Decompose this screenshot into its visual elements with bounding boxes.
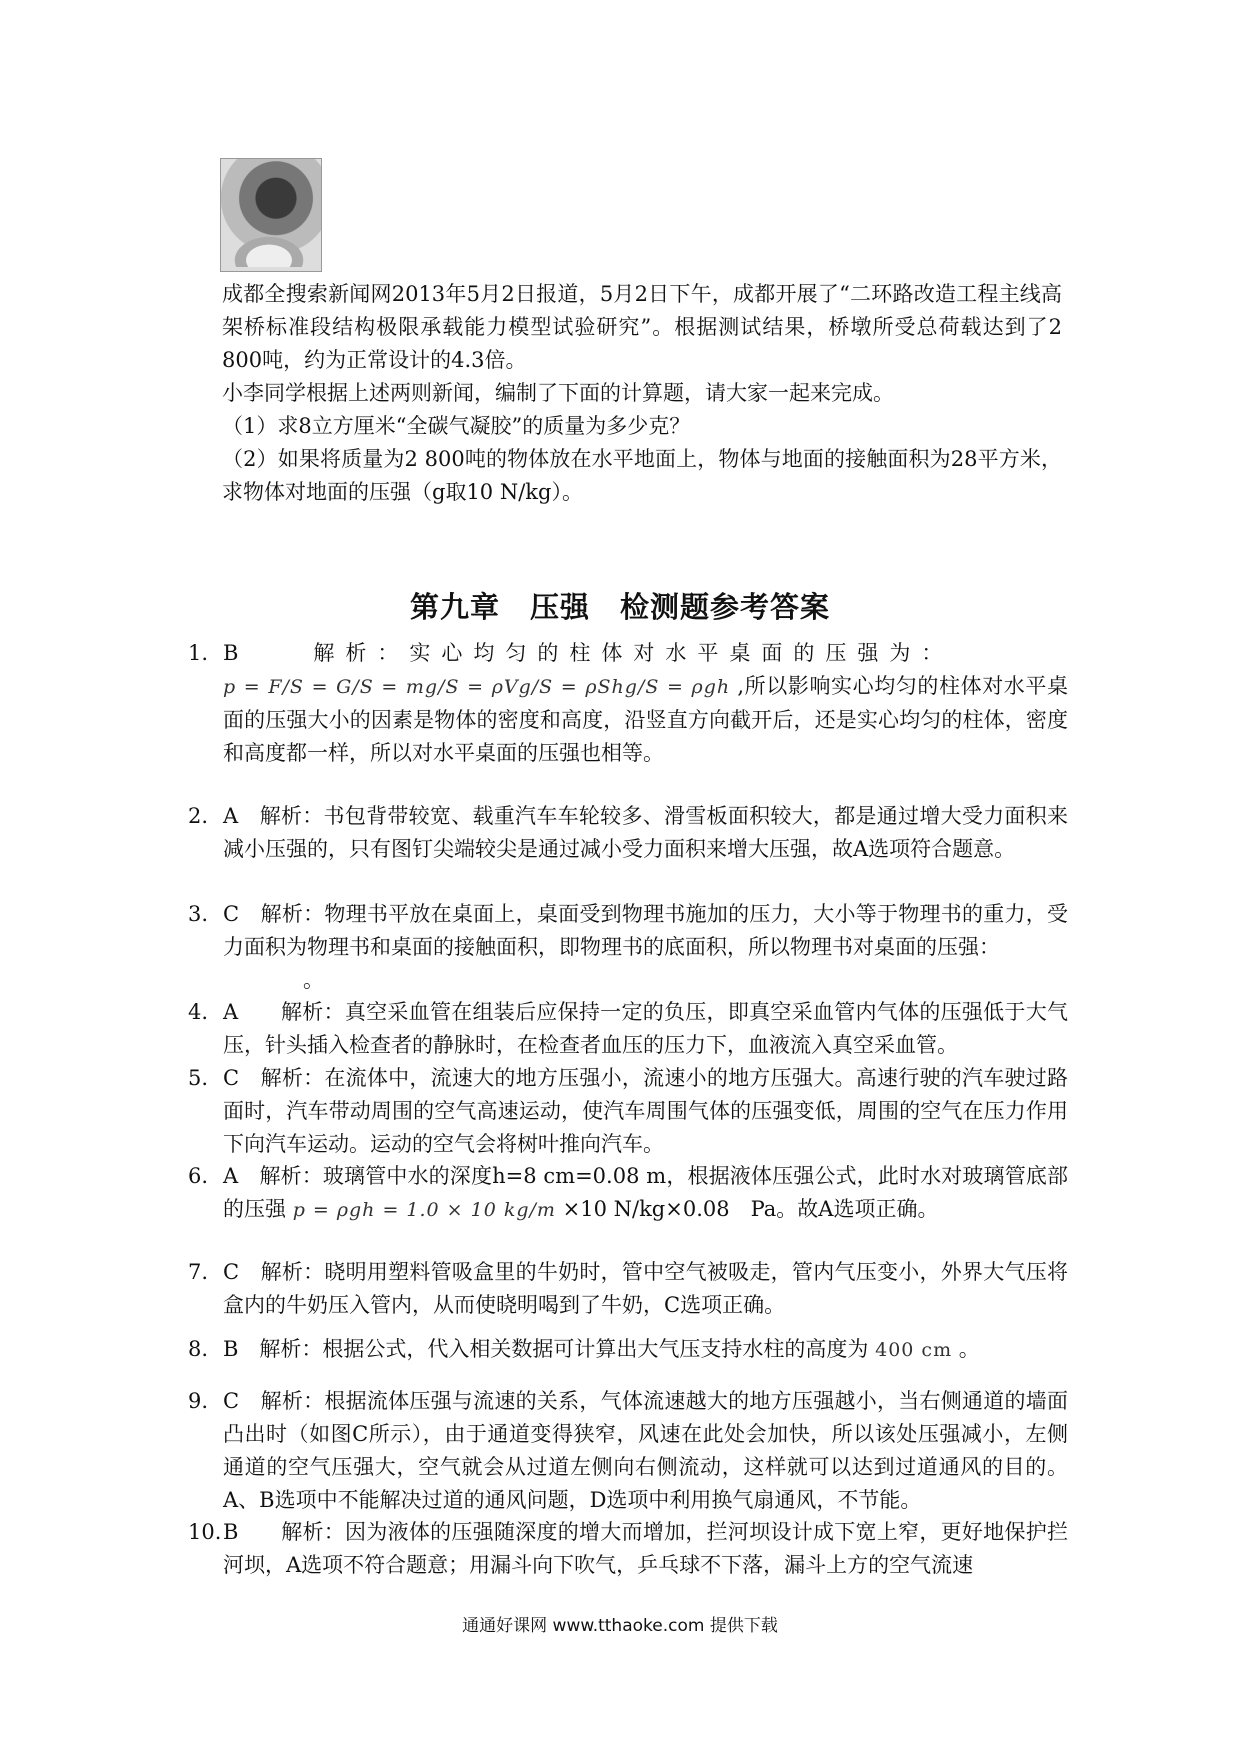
aerogel-photo — [220, 158, 322, 272]
intro-paragraph-2: 小李同学根据上述两则新闻，编制了下面的计算题，请大家一起来完成。 — [222, 381, 894, 405]
answer-text: C 解析：物理书平放在桌面上，桌面受到物理书施加的压力，大小等于物理书的重力，受力面积为物理书和桌面的接触面积，即物理书的底面积，所以物理书对桌面的压强： — [223, 902, 1068, 959]
answer-text-continued: ,所以影响实心均匀的柱体对水平桌面的压强大小的因素是物体的密度和高度，沿竖直方向截开后，还是实心均匀的柱体，密度和高度都一样，所以对水平桌面的压强也相等。 — [223, 674, 1068, 765]
answer-text: C 解析：根据流体压强与流速的关系，气体流速越大的地方压强越小，当右侧通道的墙面凸出时（如图C所示），由于通道变得狭窄，风速在此处会加快，所以该处压强减小，左侧通道的空气压强大，空气就会从过道左侧向右侧流动，这样就可以达到过道通风的目的。A、B选项中不能解决过道的通风问题，D选项中利用换气扇通风，不节能。 — [223, 1389, 1068, 1512]
chapter-title: 第九章 压强 检测题参考答案 — [409, 590, 830, 624]
answer-text: A 解析：玻璃管中水的深度h=8 cm=0.08 m，根据液体压强公式，此时水对玻璃管底部的压强 — [223, 1164, 1068, 1221]
page-footer: 通通好课网 www.tthaoke.com 提供下载 — [462, 1616, 778, 1636]
answer-text: B 解析：根据公式，代入相关数据可计算出大气压支持水柱的高度为 — [223, 1337, 869, 1361]
answer-number: 5. — [188, 1066, 209, 1090]
answer-tail: 。 — [958, 1337, 980, 1361]
answer-number: 6. — [188, 1164, 209, 1188]
answer-text-continued: ×10 N/kg×0.08 Pa。故A选项正确。 — [562, 1197, 939, 1221]
liquid-pressure-formula: p = ρgh = 1.0 × 10 kg/m — [292, 1199, 556, 1221]
pressure-formula: p = F/S = G/S = mg/S = ρVg/S = ρShg/S = ρgh — [223, 676, 731, 698]
answer-number: 8. — [188, 1337, 209, 1361]
question-1: （1）求8立方厘米“全碳气凝胶”的质量为多少克？ — [222, 414, 691, 438]
answer-text: A 解析：书包背带较宽、载重汽车车轮较多、滑雪板面积较大，都是通过增大受力面积来减小压强的，只有图钉尖端较尖是通过减小受力面积来增大压强，故A选项符合题意。 — [223, 804, 1068, 861]
answer-tail: 。 — [303, 968, 324, 992]
question-2: （2）如果将质量为2 800吨的物体放在水平地面上，物体与地面的接触面积为28平方米，求物体对地面的压强（g取10 N/kg）。 — [222, 447, 1062, 504]
intro-paragraph-1: 成都全搜索新闻网2013年5月2日报道，5月2日下午，成都开展了“二环路改造工程主线高架桥标准段结构极限承载能力模型试验研究”。根据测试结果，桥墩所受总荷载达到了2 800吨，约为正常设计的4.3倍。 — [222, 282, 1062, 372]
answer-number: 10. — [188, 1520, 222, 1544]
answer-text: A 解析：真空采血管在组装后应保持一定的负压，即真空采血管内气体的压强低于大气压，针头插入检查者的静脉时，在检查者血压的压力下，血液流入真空采血管。 — [223, 1000, 1068, 1057]
answer-text: B 解析：实心均匀的柱体对水平桌面的压强为： — [223, 641, 954, 665]
answer-text: C 解析：在流体中，流速大的地方压强小，流速小的地方压强大。高速行驶的汽车驶过路面时，汽车带动周围的空气高速运动，使汽车周围气体的压强变低，周围的空气在压力作用下向汽车运动。运动的空气会将树叶推向汽车。 — [223, 1066, 1068, 1156]
answer-number: 9. — [188, 1389, 209, 1413]
answer-text: C 解析：晓明用塑料管吸盒里的牛奶时，管中空气被吸走，管内气压变小，外界大气压将盒内的牛奶压入管内，从而使晓明喝到了牛奶，C选项正确。 — [223, 1260, 1068, 1317]
height-value: 400 cm — [875, 1339, 953, 1361]
answer-number: 1. — [188, 641, 209, 665]
answer-text: B 解析：因为液体的压强随深度的增大而增加，拦河坝设计成下宽上窄，更好地保护拦河坝，A选项不符合题意；用漏斗向下吹气，乒乓球不下落，漏斗上方的空气流速 — [223, 1520, 1068, 1577]
answer-number: 2. — [188, 804, 209, 828]
flower-image — [229, 233, 309, 267]
answer-number: 3. — [188, 902, 209, 926]
answer-number: 7. — [188, 1260, 209, 1284]
answer-number: 4. — [188, 1000, 209, 1024]
